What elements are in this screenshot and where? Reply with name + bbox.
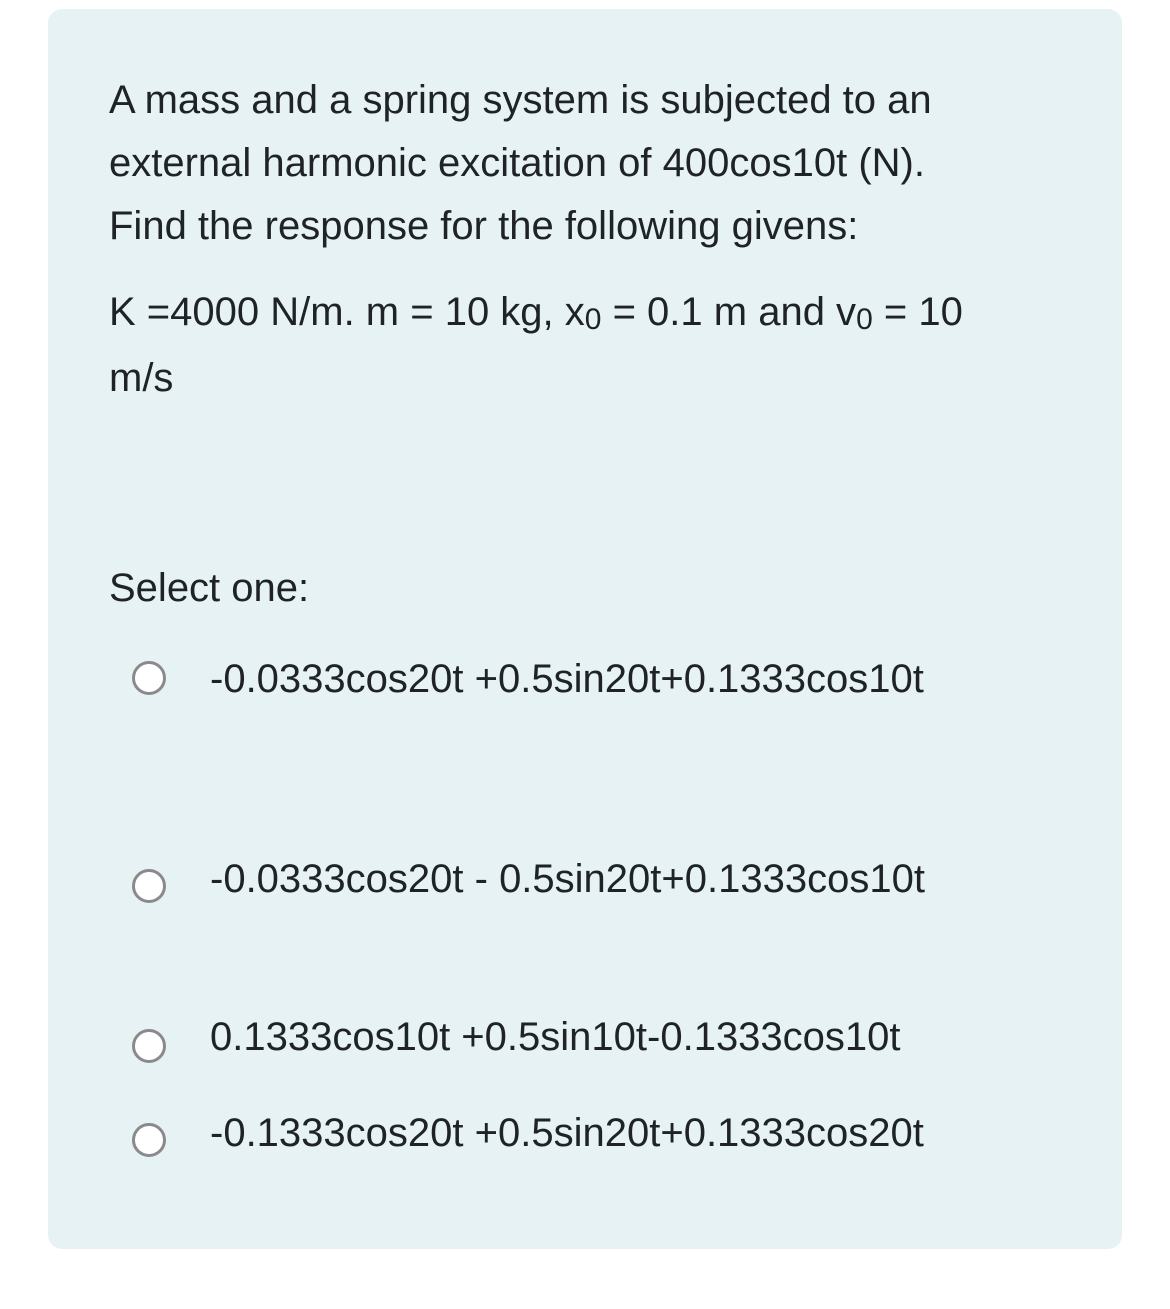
radio-button[interactable] [132, 869, 166, 903]
question-text [109, 69, 1099, 258]
givens-x-text: = 0.1 m and v [601, 290, 857, 334]
answer-option-label[interactable]: -0.0333cos20t - 0.5sin20t+0.1333cos10t [210, 857, 925, 901]
givens-line-1 [109, 281, 1099, 347]
answer-option-label[interactable]: -0.0333cos20t +0.5sin20t+0.1333cos10t [210, 657, 924, 701]
answer-option-label[interactable]: -0.1333cos20t +0.5sin20t+0.1333cos20t [210, 1111, 924, 1155]
v-subscript: 0 [856, 303, 873, 336]
givens-line-2: m/s [109, 356, 174, 400]
question-line-2: external harmonic excitation of 400cos10t (N). [109, 141, 925, 185]
answer-option-2[interactable] [132, 857, 1092, 917]
question-line-1: A mass and a spring system is subjected to an [109, 78, 932, 122]
radio-button[interactable] [132, 1123, 166, 1157]
question-card [48, 9, 1122, 1249]
answer-option-1[interactable] [132, 657, 1092, 717]
answer-option-3[interactable] [132, 1015, 1092, 1075]
question-line-3: Find the response for the following givens: [109, 204, 859, 248]
givens-v-text: = 10 [872, 290, 963, 334]
radio-button[interactable] [132, 661, 166, 695]
answer-option-4[interactable] [132, 1111, 1092, 1171]
x-subscript: 0 [584, 303, 602, 336]
givens-text [109, 281, 1099, 410]
radio-button[interactable] [132, 1029, 166, 1063]
answer-option-label[interactable]: 0.1333cos10t +0.5sin10t-0.1333cos10t [210, 1015, 901, 1059]
select-one-prompt: Select one: [109, 566, 310, 610]
givens-k-text: K =4000 N/m. m = 10 kg, x [109, 290, 585, 334]
